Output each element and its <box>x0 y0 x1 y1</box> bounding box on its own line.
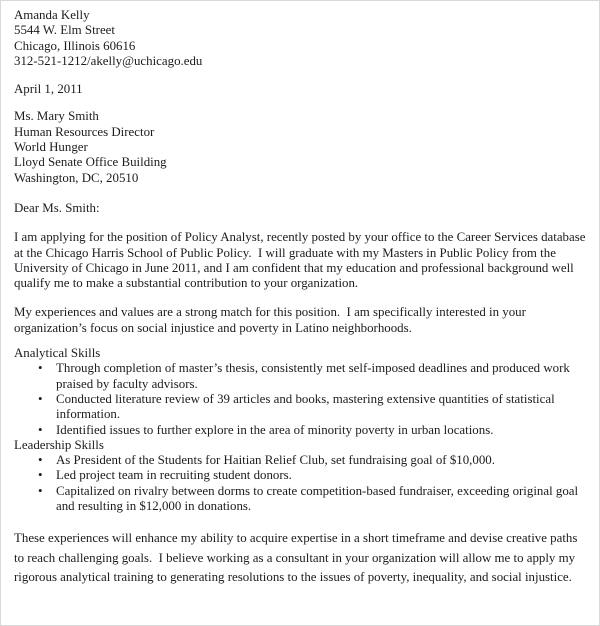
bullet-icon: • <box>38 483 43 498</box>
recipient-organization: World Hunger <box>14 140 88 155</box>
bullet-icon: • <box>38 468 43 483</box>
paragraph-intro: I am applying for the position of Policy Analyst, recently posted by your office to the Career Services database at the Chicago Harris School of Public Policy. I will graduate with my Masters in Public Policy from the University of Chicago in June 2011, and I am confident that my education and professional background well qualify me to make a substantial contribution to your organization. <box>14 230 589 291</box>
paragraph-match: My experiences and values are a strong match for this position. I am specifically interested in your organization’s focus on social injustice and poverty in Latino neighborhoods. <box>14 305 530 335</box>
letter-date: April 1, 2011 <box>14 82 83 97</box>
recipient-building: Lloyd Senate Office Building <box>14 155 167 170</box>
bullet-text: Led project team in recruiting student donors. <box>56 468 292 483</box>
recipient-city: Washington, DC, 20510 <box>14 170 139 185</box>
leadership-bullet-list <box>14 453 587 514</box>
bullet-icon: • <box>38 391 43 406</box>
recipient-name: Ms. Mary Smith <box>14 109 99 124</box>
bullet-text: Capitalized on rivalry between dorms to create competition-based fundraiser, exceeding original goal and resulting in $12,000 in donations. <box>56 483 579 514</box>
analytical-bullet-list <box>14 361 587 437</box>
recipient-title: Human Resources Director <box>14 124 155 139</box>
bullet-text: Identified issues to further explore in the area of minority poverty in urban locations. <box>56 422 494 437</box>
bullet-item <box>14 484 587 515</box>
bullet-icon: • <box>38 422 43 437</box>
salutation: Dear Ms. Smith: <box>14 200 100 215</box>
bullet-item <box>14 423 587 438</box>
section-leadership-skills <box>14 438 587 514</box>
bullet-item <box>14 392 587 423</box>
bullet-icon: • <box>38 361 43 376</box>
sender-city: Chicago, Illinois 60616 <box>14 38 136 53</box>
bullet-item <box>14 468 587 483</box>
sender-phone-email: 312-521-1212/akelly@uchicago.edu <box>14 53 203 68</box>
recipient-address-block <box>14 109 587 185</box>
sender-name: Amanda Kelly <box>14 8 90 22</box>
bullet-icon: • <box>38 453 43 468</box>
bullet-item <box>14 453 587 468</box>
paragraph-closing: These experiences will enhance my ability to acquire expertise in a short timeframe and devise creative paths to reach challenging goals. I believe working as a consultant in your organization will allow me to apply my rigorous analytical training to generating resolutions to the issues of poverty, inequality, and social injustice. <box>14 531 581 584</box>
bullet-text: Through completion of master’s thesis, consistently met self-imposed deadlines and produced work praised by faculty advisors. <box>56 361 570 391</box>
bullet-text: As President of the Students for Haitian Relief Club, set fundraising goal of $10,000. <box>56 453 495 468</box>
section-analytical-skills <box>14 346 587 438</box>
bullet-item <box>14 361 587 392</box>
section-heading-leadership: Leadership Skills <box>14 437 104 452</box>
section-heading-analytical: Analytical Skills <box>14 346 101 361</box>
bullet-text: Conducted literature review of 39 articles and books, mastering extensive quantities of statistical information. <box>56 391 555 422</box>
sender-street: 5544 W. Elm Street <box>14 23 115 38</box>
sender-address-block <box>14 8 587 69</box>
